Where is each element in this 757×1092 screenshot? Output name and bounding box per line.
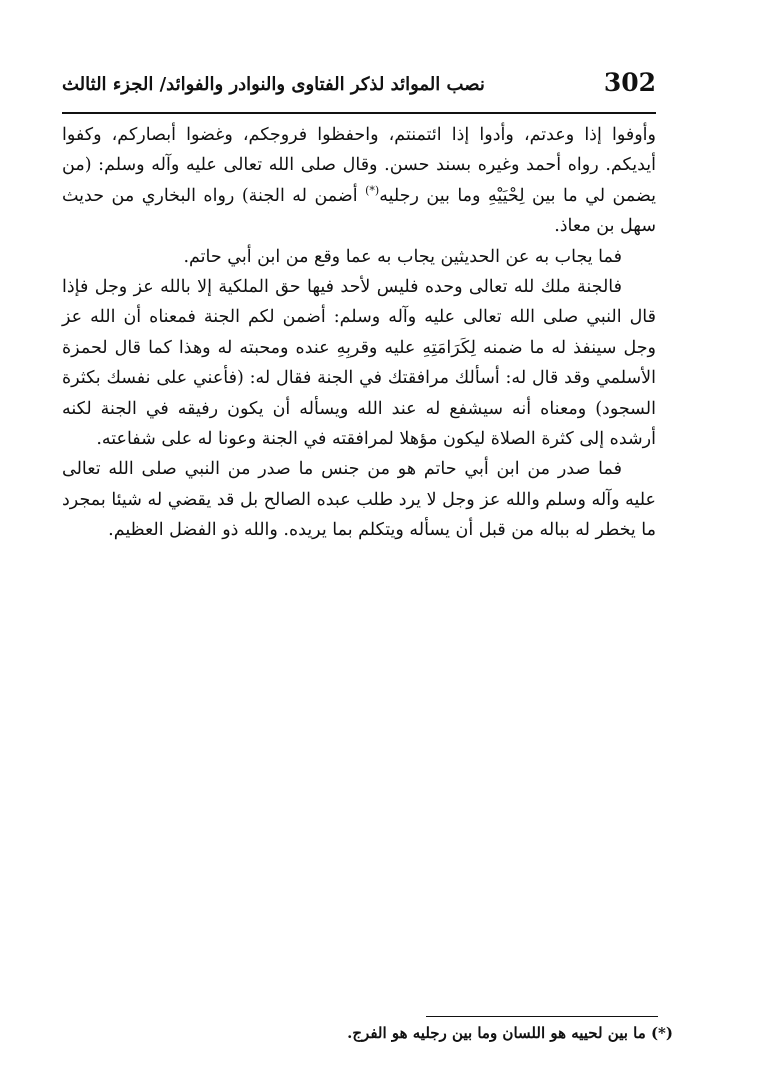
footnote: (*) ما بين لحييه هو اللسان وما بين رجليه هو الفرج. [347,1024,673,1042]
running-title: نصب الموائد لذكر الفتاوى والنوادر والفوائد/ الجزء الثالث [62,74,485,95]
footnote-divider [426,1016,658,1017]
paragraph-2: فما يجاب به عن الحديثين يجاب به عما وقع من ابن أبي حاتم. [183,246,622,267]
paragraph-4: فما صدر من ابن أبي حاتم هو من جنس ما صدر من النبي صلى الله تعالى عليه وآله وسلم والله عز وجل لا يرد طلب عبده الصالح بل قد يقضي له شيئا بمجرد ما يخطر له بباله من قبل أن يسأله ويتكلم بما يريده. والله ذو الفضل العظيم. [62,459,656,541]
header-divider [62,112,656,114]
paragraph-1 [62,120,656,242]
page-number: 302 [603,68,656,97]
paragraph-1-text-a: وأوفوا إذا وعدتم، وأدوا إذا ائتمنتم، واحفظوا فروجكم، وغضوا أبصاركم، وكفوا أيديكم. رواه أحمد وغيره بسند حسن. وقال صلى الله تعالى عليه وآله وسلم: (من يضمن لي ما بين لِحْيَيْهِ وما بين رجليه [62,125,656,206]
footnote-marker: (*) [365,183,380,197]
paragraph-3: فالجنة ملك لله تعالى وحده فليس لأحد فيها حق الملكية إلا بالله عز وجل فإذا قال النبي صلى الله تعالى عليه وآله وسلم: أضمن لكم الجنة فمعناه أن الله عز وجل سينفذ له ما ضمنه لِكَرَامَتِهِ عليه وقربِهِ عنده ومحبته له وهذا كما قال لحمزة الأسلمي وقد قال له: أسألك مرافقتك في الجنة فقال له: (فأعني على نفسك بكثرة السجود) ومعناه أنه سيشفع له عند الله ويسأله أن يكون رفيقه في الجنة لكنه أرشده إلى كثرة الصلاة ليكون مؤهلا لمرافقته في الجنة وعونا له على شفاعته. [62,277,656,450]
paragraph-1-text-b: أضمن له الجنة) رواه البخاري من حديث سهل بن معاذ. [62,185,656,237]
page-header [62,68,656,108]
main-text [62,120,656,546]
